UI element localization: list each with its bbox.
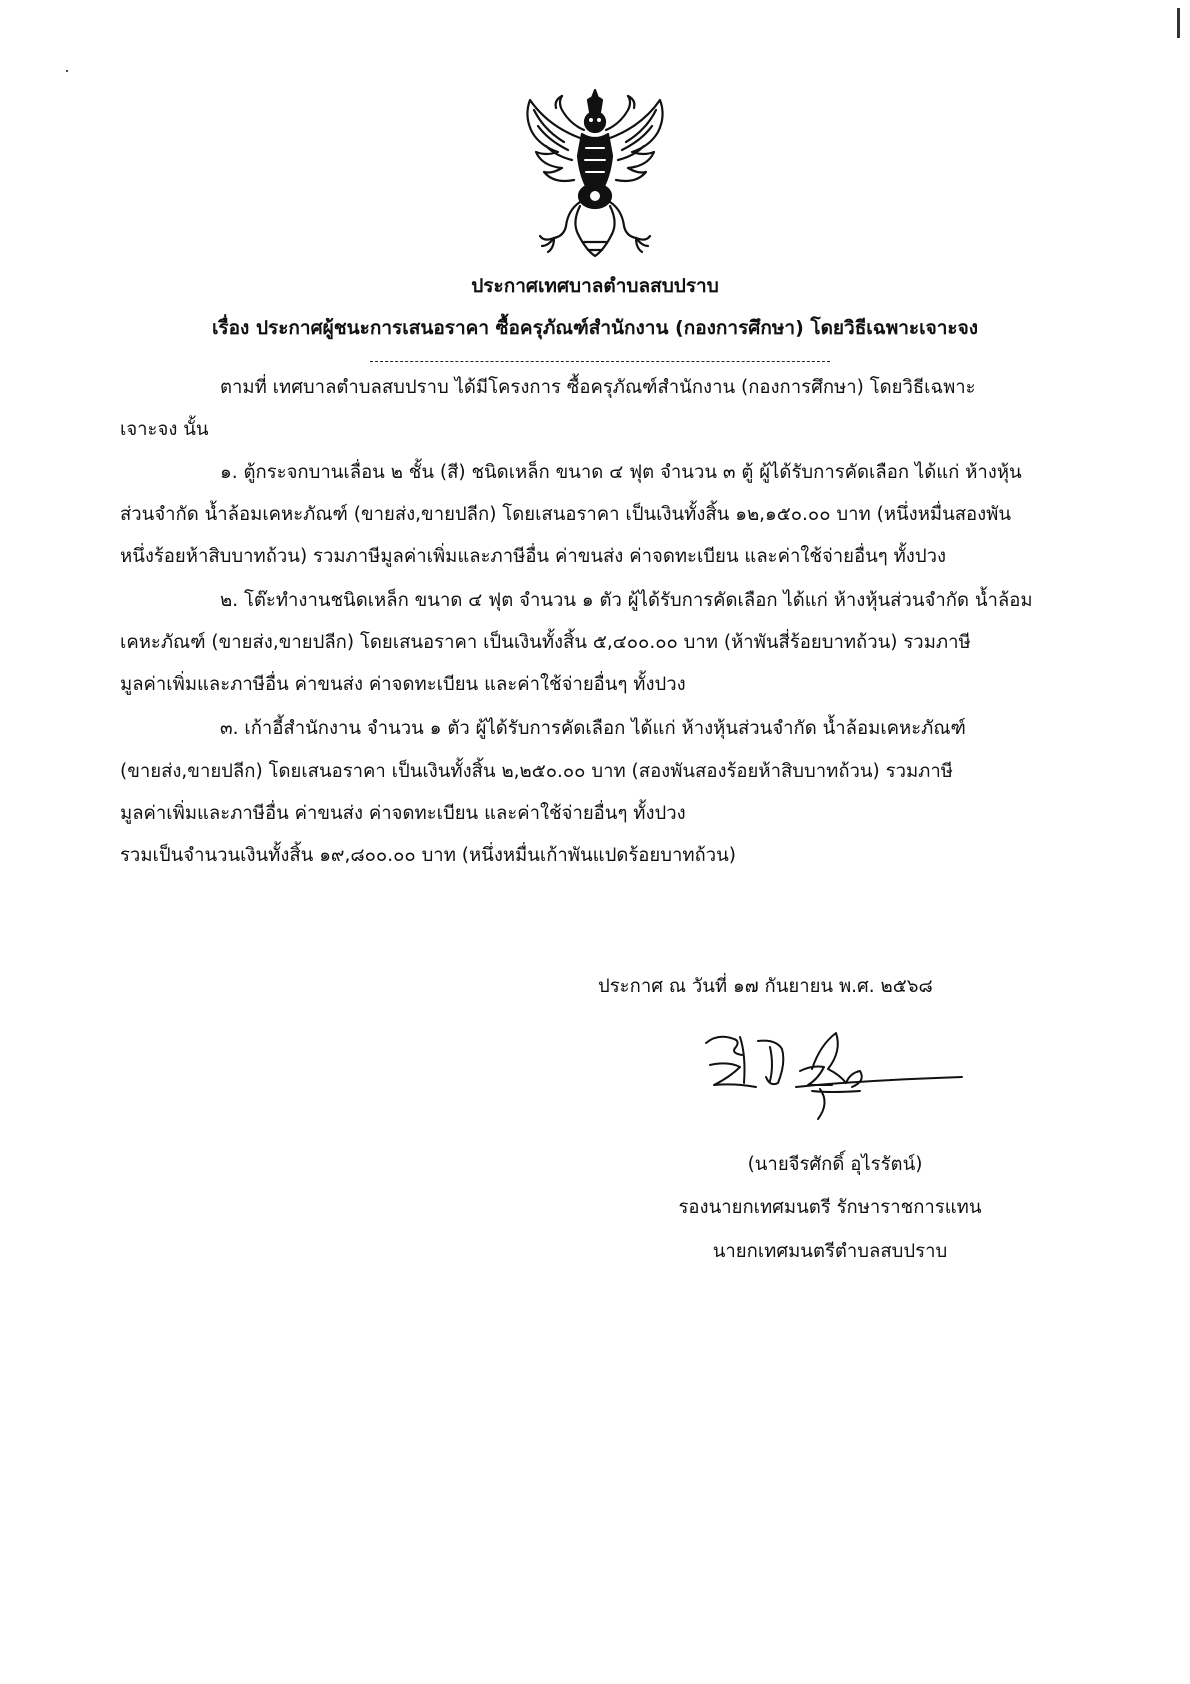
- body-line: ๒. โต๊ะทำงานชนิดเหล็ก ขนาด ๔ ฟุต จำนวน ๑ ตัว ผู้ได้รับการคัดเลือก ได้แก่ ห้างหุ้นส่วนจำกัด น้ำล้อม: [220, 590, 1033, 611]
- body-line: มูลค่าเพิ่มและภาษีอื่น ค่าขนส่ง ค่าจดทะเบียน และค่าใช้จ่ายอื่นๆ ทั้งปวง: [120, 674, 686, 695]
- announcement-subject: เรื่อง ประกาศผู้ชนะการเสนอราคา ซื้อครุภัณฑ์สำนักงาน (กองการศึกษา) โดยวิธีเฉพาะเจาะจง: [211, 317, 979, 339]
- scan-speck: [66, 70, 68, 72]
- divider-line: [370, 361, 830, 362]
- body-line: ตามที่ เทศบาลตำบลสบปราบ ได้มีโครงการ ซื้อครุภัณฑ์สำนักงาน (กองการศึกษา) โดยวิธีเฉพาะ: [220, 377, 976, 398]
- signer-office: นายกเทศมนตรีตำบลสบปราบ: [712, 1241, 948, 1262]
- signature-image: [700, 1025, 970, 1125]
- body-line: ๑. ตู้กระจกบานเลื่อน ๒ ชั้น (สี) ชนิดเหล็ก ขนาด ๔ ฟุต จำนวน ๓ ตู้ ผู้ได้รับการคัดเลือก ได้แก่ ห้างหุ้น: [220, 462, 1022, 483]
- body-line: เจาะจง นั้น: [120, 419, 209, 440]
- body-line: ส่วนจำกัด น้ำล้อมเคหะภัณฑ์ (ขายส่ง,ขายปลีก) โดยเสนอราคา เป็นเงินทั้งสิ้น ๑๒,๑๕๐.๐๐ บาท (หนึ่งหมื่นสองพัน: [120, 504, 1012, 525]
- body-line: มูลค่าเพิ่มและภาษีอื่น ค่าขนส่ง ค่าจดทะเบียน และค่าใช้จ่ายอื่นๆ ทั้งปวง: [120, 803, 686, 824]
- signer-position: รองนายกเทศมนตรี รักษาราชการแทน: [678, 1197, 982, 1218]
- signer-name: (นายจีรศักดิ์ อุไรรัตน์): [747, 1154, 923, 1175]
- garuda-emblem-icon: [518, 86, 672, 260]
- body-line: เคหะภัณฑ์ (ขายส่ง,ขายปลีก) โดยเสนอราคา เป็นเงินทั้งสิ้น ๕,๔๐๐.๐๐ บาท (ห้าพันสี่ร้อยบาทถ้วน) รวมภาษี: [120, 632, 971, 653]
- announcement-title: ประกาศเทศบาลตำบลสบปราบ: [471, 275, 719, 297]
- body-line: (ขายส่ง,ขายปลีก) โดยเสนอราคา เป็นเงินทั้งสิ้น ๒,๒๕๐.๐๐ บาท (สองพันสองร้อยห้าสิบบาทถ้วน) รวมภาษี: [120, 761, 953, 782]
- scan-mark: [1177, 8, 1180, 38]
- announcement-date: ประกาศ ณ วันที่ ๑๗ กันยายน พ.ศ. ๒๕๖๘: [598, 976, 933, 997]
- body-line: ๓. เก้าอี้สำนักงาน จำนวน ๑ ตัว ผู้ได้รับการคัดเลือก ได้แก่ ห้างหุ้นส่วนจำกัด น้ำล้อมเคหะภัณฑ์: [220, 718, 966, 739]
- total-line: รวมเป็นจำนวนเงินทั้งสิ้น ๑๙,๘๐๐.๐๐ บาท (หนึ่งหมื่นเก้าพันแปดร้อยบาทถ้วน): [120, 845, 737, 866]
- body-line: หนึ่งร้อยห้าสิบบาทถ้วน) รวมภาษีมูลค่าเพิ่มและภาษีอื่น ค่าขนส่ง ค่าจดทะเบียน และค่าใช้จ่ายอื่นๆ ทั้งปวง: [120, 546, 946, 567]
